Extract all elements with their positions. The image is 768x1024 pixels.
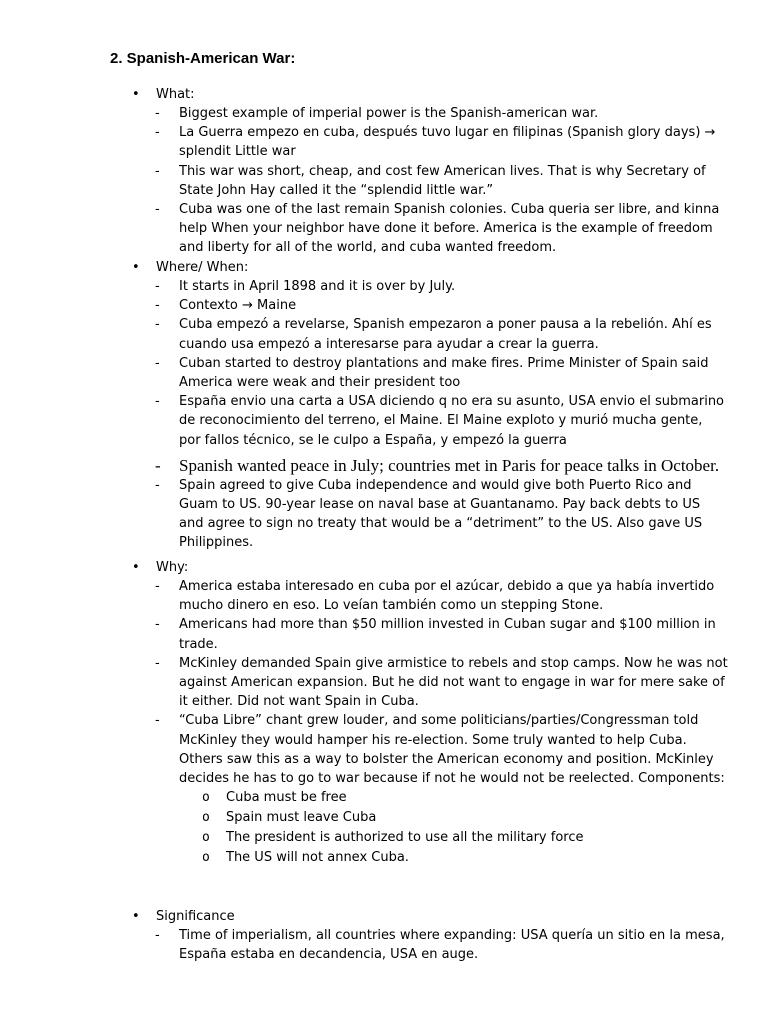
section-label: Where/ When:	[156, 260, 249, 275]
dash-marker: -	[155, 713, 160, 729]
list-item: - It starts in April 1898 and it is over by July.	[0, 277, 768, 296]
list-item: - Contexto → Maine	[0, 296, 768, 315]
section-label: What:	[156, 87, 195, 102]
section-where-when	[0, 258, 768, 553]
list-item: - Cuba empezó a revelarse, Spanish empezaron a poner pausa a la rebelión. Ahí es cuando usa empezó a interesarse para ayudar a crear la guerra.	[155, 317, 712, 352]
section-label: Significance	[156, 909, 235, 924]
list-item: - America estaba interesado en cuba por el azúcar, debido a que ya había invertido mucho dinero en eso. Lo veían también como un stepping Stone.	[155, 579, 715, 614]
dash-marker: -	[155, 317, 160, 333]
dash-marker: -	[155, 298, 160, 314]
bullet-marker: •	[132, 87, 140, 102]
dash-marker: -	[155, 163, 160, 179]
dash-marker: -	[155, 202, 160, 218]
bullet-marker: •	[132, 909, 140, 924]
list-item: - Spanish wanted peace in July; countries met in Paris for peace talks in October.	[155, 455, 720, 475]
page-title: 2. Spanish-American War:	[110, 50, 296, 67]
section-what	[0, 85, 768, 258]
dash-marker: -	[155, 455, 161, 475]
dash-marker: -	[155, 106, 160, 121]
list-item: - McKinley demanded Spain give armistice to rebels and stop camps. Now he was not against American expansion. But he did not want to engage in war for mere sake of it either. Did not want Spain in Cuba.	[155, 655, 728, 710]
dash-marker: -	[155, 477, 160, 493]
dash-marker: -	[155, 617, 160, 633]
list-item: - Biggest example of imperial power is the Spanish-american war.	[0, 104, 768, 123]
section-significance	[0, 907, 768, 964]
section-label: Why:	[156, 560, 189, 575]
component-item: o The president is authorized to use all the military force	[0, 828, 768, 848]
component-item: o Cuba must be free	[0, 788, 768, 808]
bullet-why	[0, 558, 768, 577]
sub-bullet-marker: o	[202, 830, 210, 846]
dash-marker: -	[155, 355, 160, 371]
component-item: o The US will not annex Cuba.	[0, 848, 768, 868]
sub-bullet-marker: o	[202, 810, 210, 826]
bullet-marker: •	[132, 260, 140, 275]
list-item: - Time of imperialism, all countries where expanding: USA quería un sitio en la mesa, España estaba en decandencia, USA en auge.	[155, 928, 725, 963]
component-item: o Spain must leave Cuba	[0, 808, 768, 828]
dash-marker: -	[155, 125, 160, 141]
list-item: - España envio una carta a USA diciendo q no era su asunto, USA envio el submarino de reconocimiento del terreno, el Maine. El Maine exploto y murió mucha gente, por fallos técnico, se le culpo a España, y empezó la guerra	[155, 394, 725, 448]
list-item: - Cuba was one of the last remain Spanish colonies. Cuba queria ser libre, and kinna help When your neighbor have done it before. America is the example of freedom and liberty for all of the world, and cuba wanted freedom.	[155, 202, 720, 256]
section-why	[0, 558, 768, 868]
bullet-where-when	[0, 258, 768, 277]
dash-marker: -	[155, 928, 160, 943]
list-item: - Americans had more than $50 million invested in Cuban sugar and $100 million in trade.	[155, 617, 716, 652]
dash-marker: -	[155, 579, 160, 594]
bullet-marker: •	[132, 560, 140, 575]
list-item: - Cuban started to destroy plantations and make fires. Prime Minister of Spain said America were weak and their president too	[155, 355, 709, 391]
dash-marker: -	[155, 394, 160, 410]
list-item: - This war was short, cheap, and cost few American lives. That is why Secretary of State John Hay called it the “splendid little war.”	[155, 163, 706, 198]
bullet-significance	[0, 907, 768, 926]
bullet-what	[0, 85, 768, 104]
sub-bullet-marker: o	[202, 850, 210, 866]
dash-marker: -	[155, 655, 160, 671]
list-item: - “Cuba Libre” chant grew louder, and some politicians/parties/Congressman told McKinley they would hamper his re-election. Some truly wanted to help Cuba. Others saw this as a way to bolster the American economy and position. McKinley decides he has to go to war because if not he would not be reelected. Components:	[155, 713, 725, 787]
sub-bullet-marker: o	[202, 790, 210, 806]
list-item: - Spain agreed to give Cuba independence and would give both Puerto Rico and Guam to US. 90-year lease on naval base at Guantanamo. Pay back debts to US and agree to sign no treaty that would be a “detriment” to the US. Also gave US Philippines.	[155, 477, 703, 551]
dash-marker: -	[155, 279, 160, 294]
list-item: - La Guerra empezo en cuba, después tuvo lugar en filipinas (Spanish glory days) → splendit Little war	[155, 125, 716, 160]
